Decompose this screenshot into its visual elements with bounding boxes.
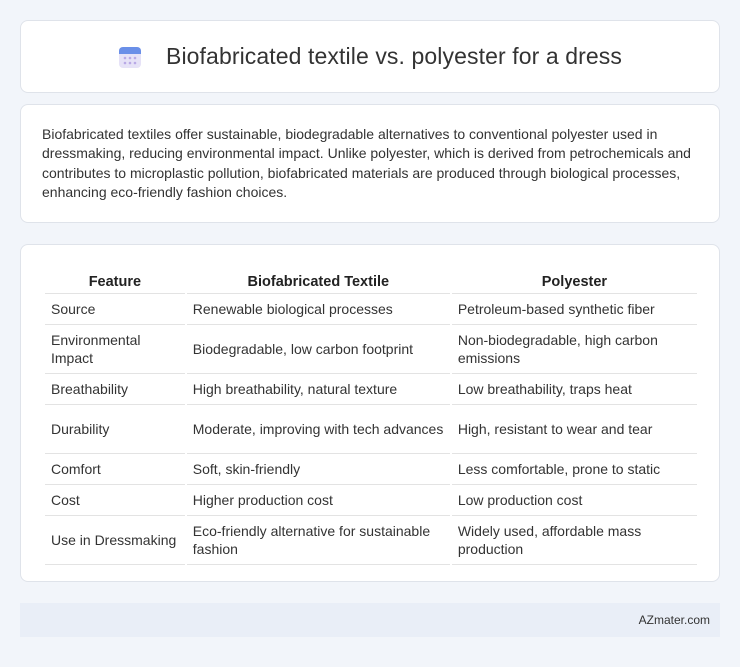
table-row [45,485,697,516]
feature-cell: Environmental Impact [45,325,185,374]
comparison-table [43,264,699,565]
polyester-cell: Petroleum-based synthetic fiber [452,294,697,325]
title-card [20,20,720,93]
biofabricated-cell: Biodegradable, low carbon footprint [187,325,450,374]
table-row [45,374,697,405]
intro-paragraph: Biofabricated textiles offer sustainable, biodegradable alternatives to conventional polyester used in dressmaking, reducing environmental impact. Unlike polyester, which is derived from petrochemicals and contributes to microplastic pollution, biofabricated materials are produced through biological processes, enhancing eco-friendly fashion choices. [42,126,691,200]
biofabricated-cell: Moderate, improving with tech advances [187,405,450,454]
feature-cell: Cost [45,485,185,516]
polyester-cell: Low breathability, traps heat [452,374,697,405]
polyester-cell: High, resistant to wear and tear [452,405,697,454]
feature-cell: Comfort [45,454,185,485]
comparison-card [20,244,720,582]
calendar-icon [118,45,142,69]
table-row [45,405,697,454]
biofabricated-cell: Soft, skin-friendly [187,454,450,485]
feature-cell: Breathability [45,374,185,405]
polyester-cell: Non-biodegradable, high carbon emissions [452,325,697,374]
header-biofabricated: Biofabricated Textile [187,264,450,294]
polyester-cell: Low production cost [452,485,697,516]
biofabricated-cell: Higher production cost [187,485,450,516]
table-row [45,325,697,374]
feature-cell: Use in Dressmaking [45,516,185,565]
feature-cell: Durability [45,405,185,454]
polyester-cell: Less comfortable, prone to static [452,454,697,485]
biofabricated-cell: Eco-friendly alternative for sustainable fashion [187,516,450,565]
table-header-row [45,264,697,294]
table-row [45,294,697,325]
table-row [45,454,697,485]
header-feature: Feature [45,264,185,294]
page-title: Biofabricated textile vs. polyester for a dress [166,43,622,69]
intro-card [20,104,720,223]
table-row [45,516,697,565]
header-polyester: Polyester [452,264,697,294]
footer-site-link[interactable]: AZmater.com [638,613,710,627]
title-wrap [118,43,622,70]
footer-bar [20,603,720,637]
polyester-cell: Widely used, affordable mass production [452,516,697,565]
biofabricated-cell: Renewable biological processes [187,294,450,325]
biofabricated-cell: High breathability, natural texture [187,374,450,405]
feature-cell: Source [45,294,185,325]
